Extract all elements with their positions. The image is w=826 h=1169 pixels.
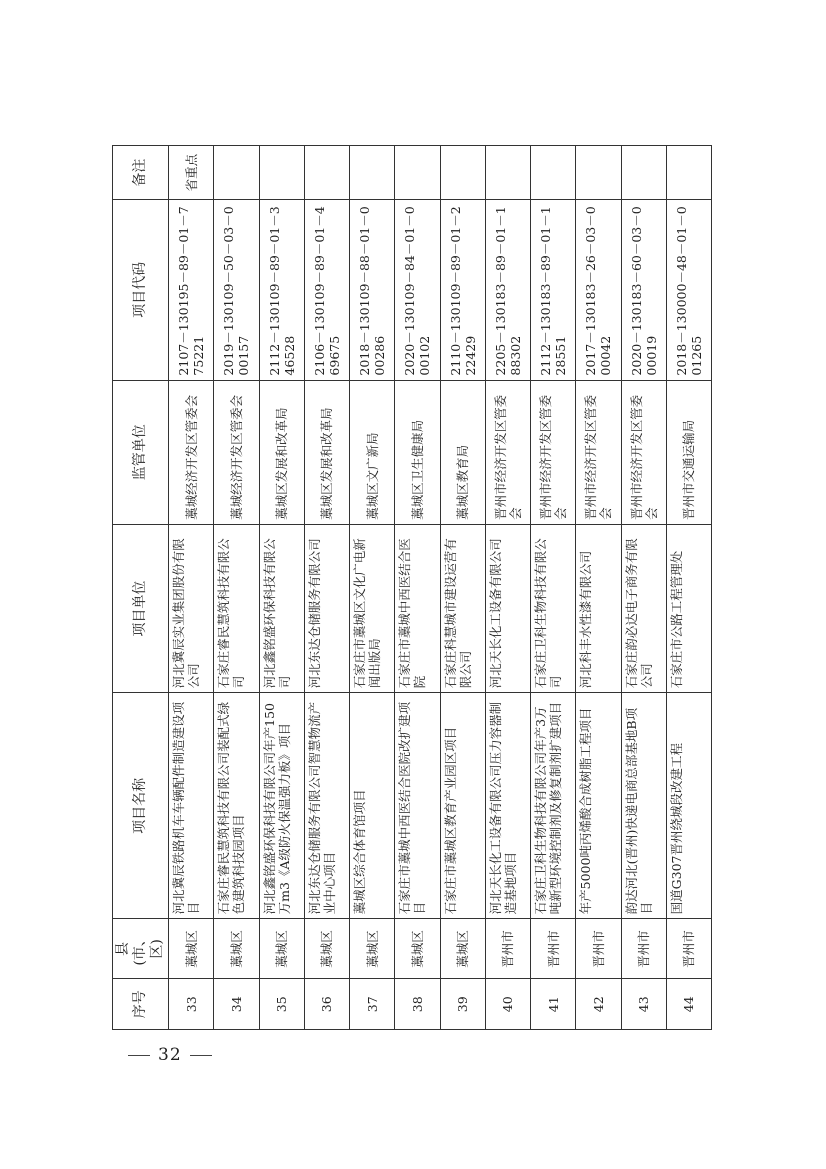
cell-supervising-unit: 晋州市经济开发区管委会 (576, 380, 621, 524)
cell-supervising-unit: 藁城区卫生健康局 (395, 380, 440, 524)
cell-project-name: 石家庄卫科生物科技有限公司年产3万吨新型环境控制剂及修复制剂扩建项目 (531, 693, 576, 919)
cell-seq: 39 (440, 979, 485, 1030)
cell-project-code: 2020－130109－84－01－000102 (395, 200, 440, 380)
cell-county: 藁城区 (440, 919, 485, 979)
cell-project-code: 2112－130109－89－01－346528 (259, 200, 304, 380)
header-project-code: 项目代码 (113, 200, 169, 380)
cell-note (214, 146, 259, 200)
cell-seq: 43 (621, 979, 666, 1030)
cell-seq: 41 (531, 979, 576, 1030)
table-row (440, 146, 485, 1030)
cell-project-unit: 河北天长化工设备有限公司 (485, 524, 530, 692)
table-row (531, 146, 576, 1030)
cell-project-unit: 河北鑫铭盛环保科技有限公司 (259, 524, 304, 692)
header-supervising-unit: 监管单位 (113, 380, 169, 524)
table-row (666, 146, 711, 1030)
cell-county: 藁城区 (259, 919, 304, 979)
table-row (621, 146, 666, 1030)
table-row (395, 146, 440, 1030)
cell-note (259, 146, 304, 200)
cell-project-code: 2107－130195－89－01－775221 (169, 200, 214, 380)
header-project-name: 项目名称 (113, 693, 169, 919)
cell-project-unit: 河北冀辰实业集团股份有限公司 (169, 524, 214, 692)
table-row (169, 146, 214, 1030)
cell-project-unit: 石家庄市藁城区文化广电新闻出版局 (350, 524, 395, 692)
table-row (485, 146, 530, 1030)
header-seq: 序号 (113, 979, 169, 1030)
cell-project-code: 2106－130109－89－01－469675 (304, 200, 349, 380)
table-row (259, 146, 304, 1030)
cell-county: 藁城区 (350, 919, 395, 979)
cell-supervising-unit: 晋州市经济开发区管委会 (531, 380, 576, 524)
cell-note: 省重点 (169, 146, 214, 200)
cell-county: 晋州市 (485, 919, 530, 979)
cell-note (485, 146, 530, 200)
cell-supervising-unit: 藁城区教育局 (440, 380, 485, 524)
cell-project-unit: 河北科丰水性漆有限公司 (576, 524, 621, 692)
cell-project-code: 2205－130183－89－01－188302 (485, 200, 530, 380)
cell-note (576, 146, 621, 200)
cell-project-unit: 石家庄科慧城市建设运营有限公司 (440, 524, 485, 692)
cell-seq: 42 (576, 979, 621, 1030)
cell-note (666, 146, 711, 200)
cell-note (304, 146, 349, 200)
cell-seq: 44 (666, 979, 711, 1030)
cell-project-name: 韵达河北(晋州)快递电商总部基地B项目 (621, 693, 666, 919)
cell-supervising-unit: 晋州市经济开发区管委会 (621, 380, 666, 524)
cell-supervising-unit: 藁城区发展和改革局 (259, 380, 304, 524)
cell-supervising-unit: 晋州市经济开发区管委会 (485, 380, 530, 524)
cell-project-code: 2019－130109－50－03－000157 (214, 200, 259, 380)
table-header-row (113, 146, 169, 1030)
cell-county: 藁城区 (214, 919, 259, 979)
cell-note (621, 146, 666, 200)
cell-seq: 33 (169, 979, 214, 1030)
cell-project-unit: 石家庄卫科生物科技有限公司 (531, 524, 576, 692)
cell-project-code: 2020－130183－60－03－000019 (621, 200, 666, 380)
cell-project-unit: 河北东达仓储服务有限公司 (304, 524, 349, 692)
cell-project-code: 2112－130183－89－01－128551 (531, 200, 576, 380)
cell-project-name: 石家庄市藁城中西医结合医院改扩建项目 (395, 693, 440, 919)
rotated-table-container (112, 145, 712, 1030)
cell-supervising-unit: 藁城经济开发区管委会 (214, 380, 259, 524)
cell-project-name: 河北东达仓储服务有限公司智慧物流产业中心项目 (304, 693, 349, 919)
cell-seq: 37 (350, 979, 395, 1030)
project-table (112, 145, 712, 1030)
cell-project-name: 石家庄市藁城区教育产业园区项目 (440, 693, 485, 919)
cell-county: 晋州市 (621, 919, 666, 979)
header-county: 县 (市、区) (113, 919, 169, 979)
cell-project-name: 藁城区综合体育馆项目 (350, 693, 395, 919)
page-number-text: 32 (158, 1045, 182, 1065)
cell-seq: 35 (259, 979, 304, 1030)
cell-project-unit: 石家庄睿民慧筑科技有限公司 (214, 524, 259, 692)
cell-project-name: 河北天长化工设备有限公司压力容器制造基地项目 (485, 693, 530, 919)
cell-county: 藁城区 (304, 919, 349, 979)
page-number-dash-right (190, 1055, 212, 1056)
table-row (350, 146, 395, 1030)
cell-note (440, 146, 485, 200)
cell-supervising-unit: 藁城经济开发区管委会 (169, 380, 214, 524)
table-row (304, 146, 349, 1030)
cell-project-code: 2018－130109－88－01－000286 (350, 200, 395, 380)
header-project-unit: 项目单位 (113, 524, 169, 692)
header-note: 备注 (113, 146, 169, 200)
cell-project-code: 2018－130000－48－01－001265 (666, 200, 711, 380)
cell-county: 藁城区 (395, 919, 440, 979)
cell-project-name: 年产5000吨丙烯酸合成树脂工程项目 (576, 693, 621, 919)
cell-county: 晋州市 (666, 919, 711, 979)
cell-county: 藁城区 (169, 919, 214, 979)
cell-note (350, 146, 395, 200)
page-number-dash-left (128, 1055, 150, 1056)
cell-seq: 36 (304, 979, 349, 1030)
cell-supervising-unit: 藁城区发展和改革局 (304, 380, 349, 524)
cell-supervising-unit: 藁城区文广新局 (350, 380, 395, 524)
cell-project-name: 石家庄睿民慧筑科技有限公司装配式绿色建筑科技园项目 (214, 693, 259, 919)
cell-project-unit: 石家庄韵必达电子商务有限公司 (621, 524, 666, 692)
cell-project-code: 2017－130183－26－03－000042 (576, 200, 621, 380)
cell-seq: 38 (395, 979, 440, 1030)
cell-note (531, 146, 576, 200)
cell-project-name: 河北冀辰铁路机车车辆配件制造建设项目 (169, 693, 214, 919)
cell-note (395, 146, 440, 200)
cell-project-unit: 石家庄市公路工程管理处 (666, 524, 711, 692)
table-row (214, 146, 259, 1030)
cell-supervising-unit: 晋州市交通运输局 (666, 380, 711, 524)
cell-seq: 40 (485, 979, 530, 1030)
cell-county: 晋州市 (576, 919, 621, 979)
table-row (576, 146, 621, 1030)
cell-county: 晋州市 (531, 919, 576, 979)
cell-project-name: 河北鑫铭盛环保科技有限公司年产150万m3《A级防火保温强力板》项目 (259, 693, 304, 919)
cell-project-code: 2110－130109－89－01－222429 (440, 200, 485, 380)
cell-project-name: 国道G307晋州绕城段改建工程 (666, 693, 711, 919)
page-number (120, 1045, 220, 1065)
cell-project-unit: 石家庄市藁城中西医结合医院 (395, 524, 440, 692)
cell-seq: 34 (214, 979, 259, 1030)
